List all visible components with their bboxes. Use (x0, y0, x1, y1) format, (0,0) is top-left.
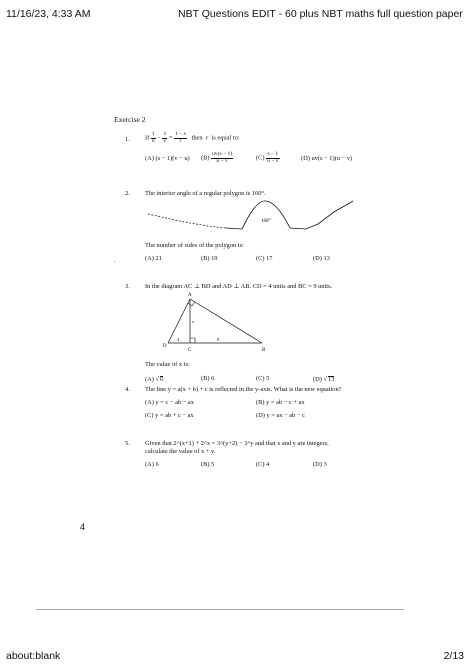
q3-d-label: (D) (313, 376, 322, 383)
q1-minus: − (157, 134, 161, 142)
q1-stem (145, 132, 240, 145)
page-number: 4 (80, 522, 86, 532)
q2-option-c[interactable]: (C) 17 (256, 255, 273, 262)
q1-option-a[interactable] (145, 156, 190, 162)
q1-b-den: u − v (216, 157, 228, 164)
q1-d-label: (D) (301, 155, 310, 162)
q5-option-a[interactable]: (A) 6 (145, 461, 159, 468)
q3-label-9: 9 (217, 337, 220, 342)
q3-label-a: A (188, 293, 192, 298)
q2-question: The number of sides of the polygon is: (145, 242, 244, 249)
q1-equals: = (168, 134, 173, 142)
scanned-exam-page (88, 86, 390, 506)
q1-option-c[interactable] (256, 152, 280, 165)
q3-a-label: (A) (145, 376, 154, 383)
q1-then: then (191, 134, 203, 142)
q4-option-a[interactable]: (A) y = c − ab − ax (145, 399, 194, 406)
q3-text: In the diagram AC ⊥ BD and AD ⊥ AB. CD = 4 units and BC = 9 units. (145, 283, 333, 290)
q4-option-b[interactable]: (B) y = ab − c + ax (256, 399, 305, 406)
q3-right-angle-a (188, 302, 195, 306)
q1-b-num: uv(s − 1) (212, 151, 233, 157)
print-page-count: 2/13 (443, 650, 464, 662)
q2-arc (242, 201, 290, 229)
q1-frac-3 (174, 132, 187, 145)
q1-frac-1 (151, 132, 156, 145)
q2-option-b[interactable]: (B) 19 (201, 255, 218, 262)
q4-option-c[interactable]: (C) y = ab + c − ax (145, 412, 194, 419)
print-footer (0, 650, 474, 664)
q5-option-c[interactable]: (C) 4 (256, 461, 270, 468)
q2-number: 2. (125, 190, 130, 197)
q2-dashed-edge-left (148, 214, 226, 228)
q3-label-d: D (163, 344, 167, 349)
print-datetime: 11/16/23, 4:33 AM (6, 8, 91, 20)
q3-label-c: C (188, 348, 192, 353)
q3-triangle-diagram (162, 291, 272, 361)
q2-polygon-diagram (148, 198, 380, 246)
q1-r: r (205, 134, 209, 142)
q3-a-value: 6 (159, 376, 164, 383)
q3-option-a[interactable]: (A) √6 (145, 376, 164, 383)
q1-number: 1. (125, 136, 130, 143)
q5-option-d[interactable]: (D) 3 (313, 461, 327, 468)
q1-a-text: (s − 1)(v − u) (155, 155, 190, 162)
q2-text: The interior angle of a regular polygon is 160°. (145, 190, 266, 197)
q3-option-d[interactable]: (D) √13 (313, 376, 335, 383)
q3-number: 3. (125, 283, 130, 290)
q4-number: 4. (125, 386, 130, 393)
q3-option-b[interactable]: (B) 6 (201, 375, 215, 382)
q3-d-value: 13 (327, 376, 335, 383)
q1-if: If (145, 134, 150, 142)
q1-f2-num: 1 (163, 131, 167, 137)
q2-option-a[interactable]: (A) 21 (145, 255, 162, 262)
q1-d-text: uv(s − 1)(u − v) (311, 155, 353, 162)
q5-text-line2: calculate the value of x + y. (145, 448, 216, 455)
q1-f2-den: v (163, 137, 167, 144)
q1-f3-den: r (179, 137, 182, 144)
print-title: NBT Questions EDIT - 60 plus NBT maths full question paper (178, 8, 463, 20)
q1-a-label: (A) (145, 155, 154, 162)
q2-angle-label: 160° (261, 219, 271, 224)
scan-mark: ˛ (114, 258, 116, 263)
q1-c-num: s − 1 (267, 151, 279, 157)
q4-text: The line y = a(x + b) + c is reflected in the y-axis. What is the new equation? (145, 386, 342, 393)
q3-label-4: 4 (177, 337, 180, 342)
print-url: about:blank (6, 650, 61, 662)
q5-number: 5. (125, 440, 130, 447)
q2-edge-right (290, 201, 353, 229)
q1-c-den: u − v (267, 157, 279, 164)
q1-f3-num: 1 − s (175, 131, 186, 137)
q3-label-x: x (192, 319, 194, 324)
q3-label-b: B (262, 348, 266, 353)
q5-option-b[interactable]: (B) 5 (201, 461, 215, 468)
q1-c-label: (C) (256, 154, 265, 162)
q2-option-d[interactable]: (D) 13 (313, 255, 330, 262)
q1-option-b[interactable] (201, 152, 233, 165)
q1-is-equal: is equal to: (211, 134, 240, 142)
q1-f1-num: 1 (151, 131, 155, 137)
q2-edge-left (226, 228, 242, 229)
footer-divider (36, 609, 404, 610)
q3-option-c[interactable]: (C) 5 (256, 375, 270, 382)
q1-c-frac (266, 152, 279, 165)
q1-f1-den: u (151, 137, 155, 144)
q3-right-angle-c (190, 338, 195, 343)
q1-b-label: (B) (201, 154, 210, 162)
q1-option-d[interactable] (301, 156, 352, 162)
q5-text: Given that 2^(x+1) + 2^x = 3^(y+2) − 3^y and that x and y are integers, (145, 440, 329, 447)
q3-side-ab (190, 299, 262, 343)
q3-question: The value of x is: (145, 361, 190, 368)
q1-frac-2 (162, 132, 167, 145)
exercise-title: Exercise 2 (114, 115, 146, 124)
q4-option-d[interactable]: (D) y = ax − ab − c (256, 412, 305, 419)
print-header (0, 8, 474, 24)
q1-b-frac (211, 152, 233, 165)
